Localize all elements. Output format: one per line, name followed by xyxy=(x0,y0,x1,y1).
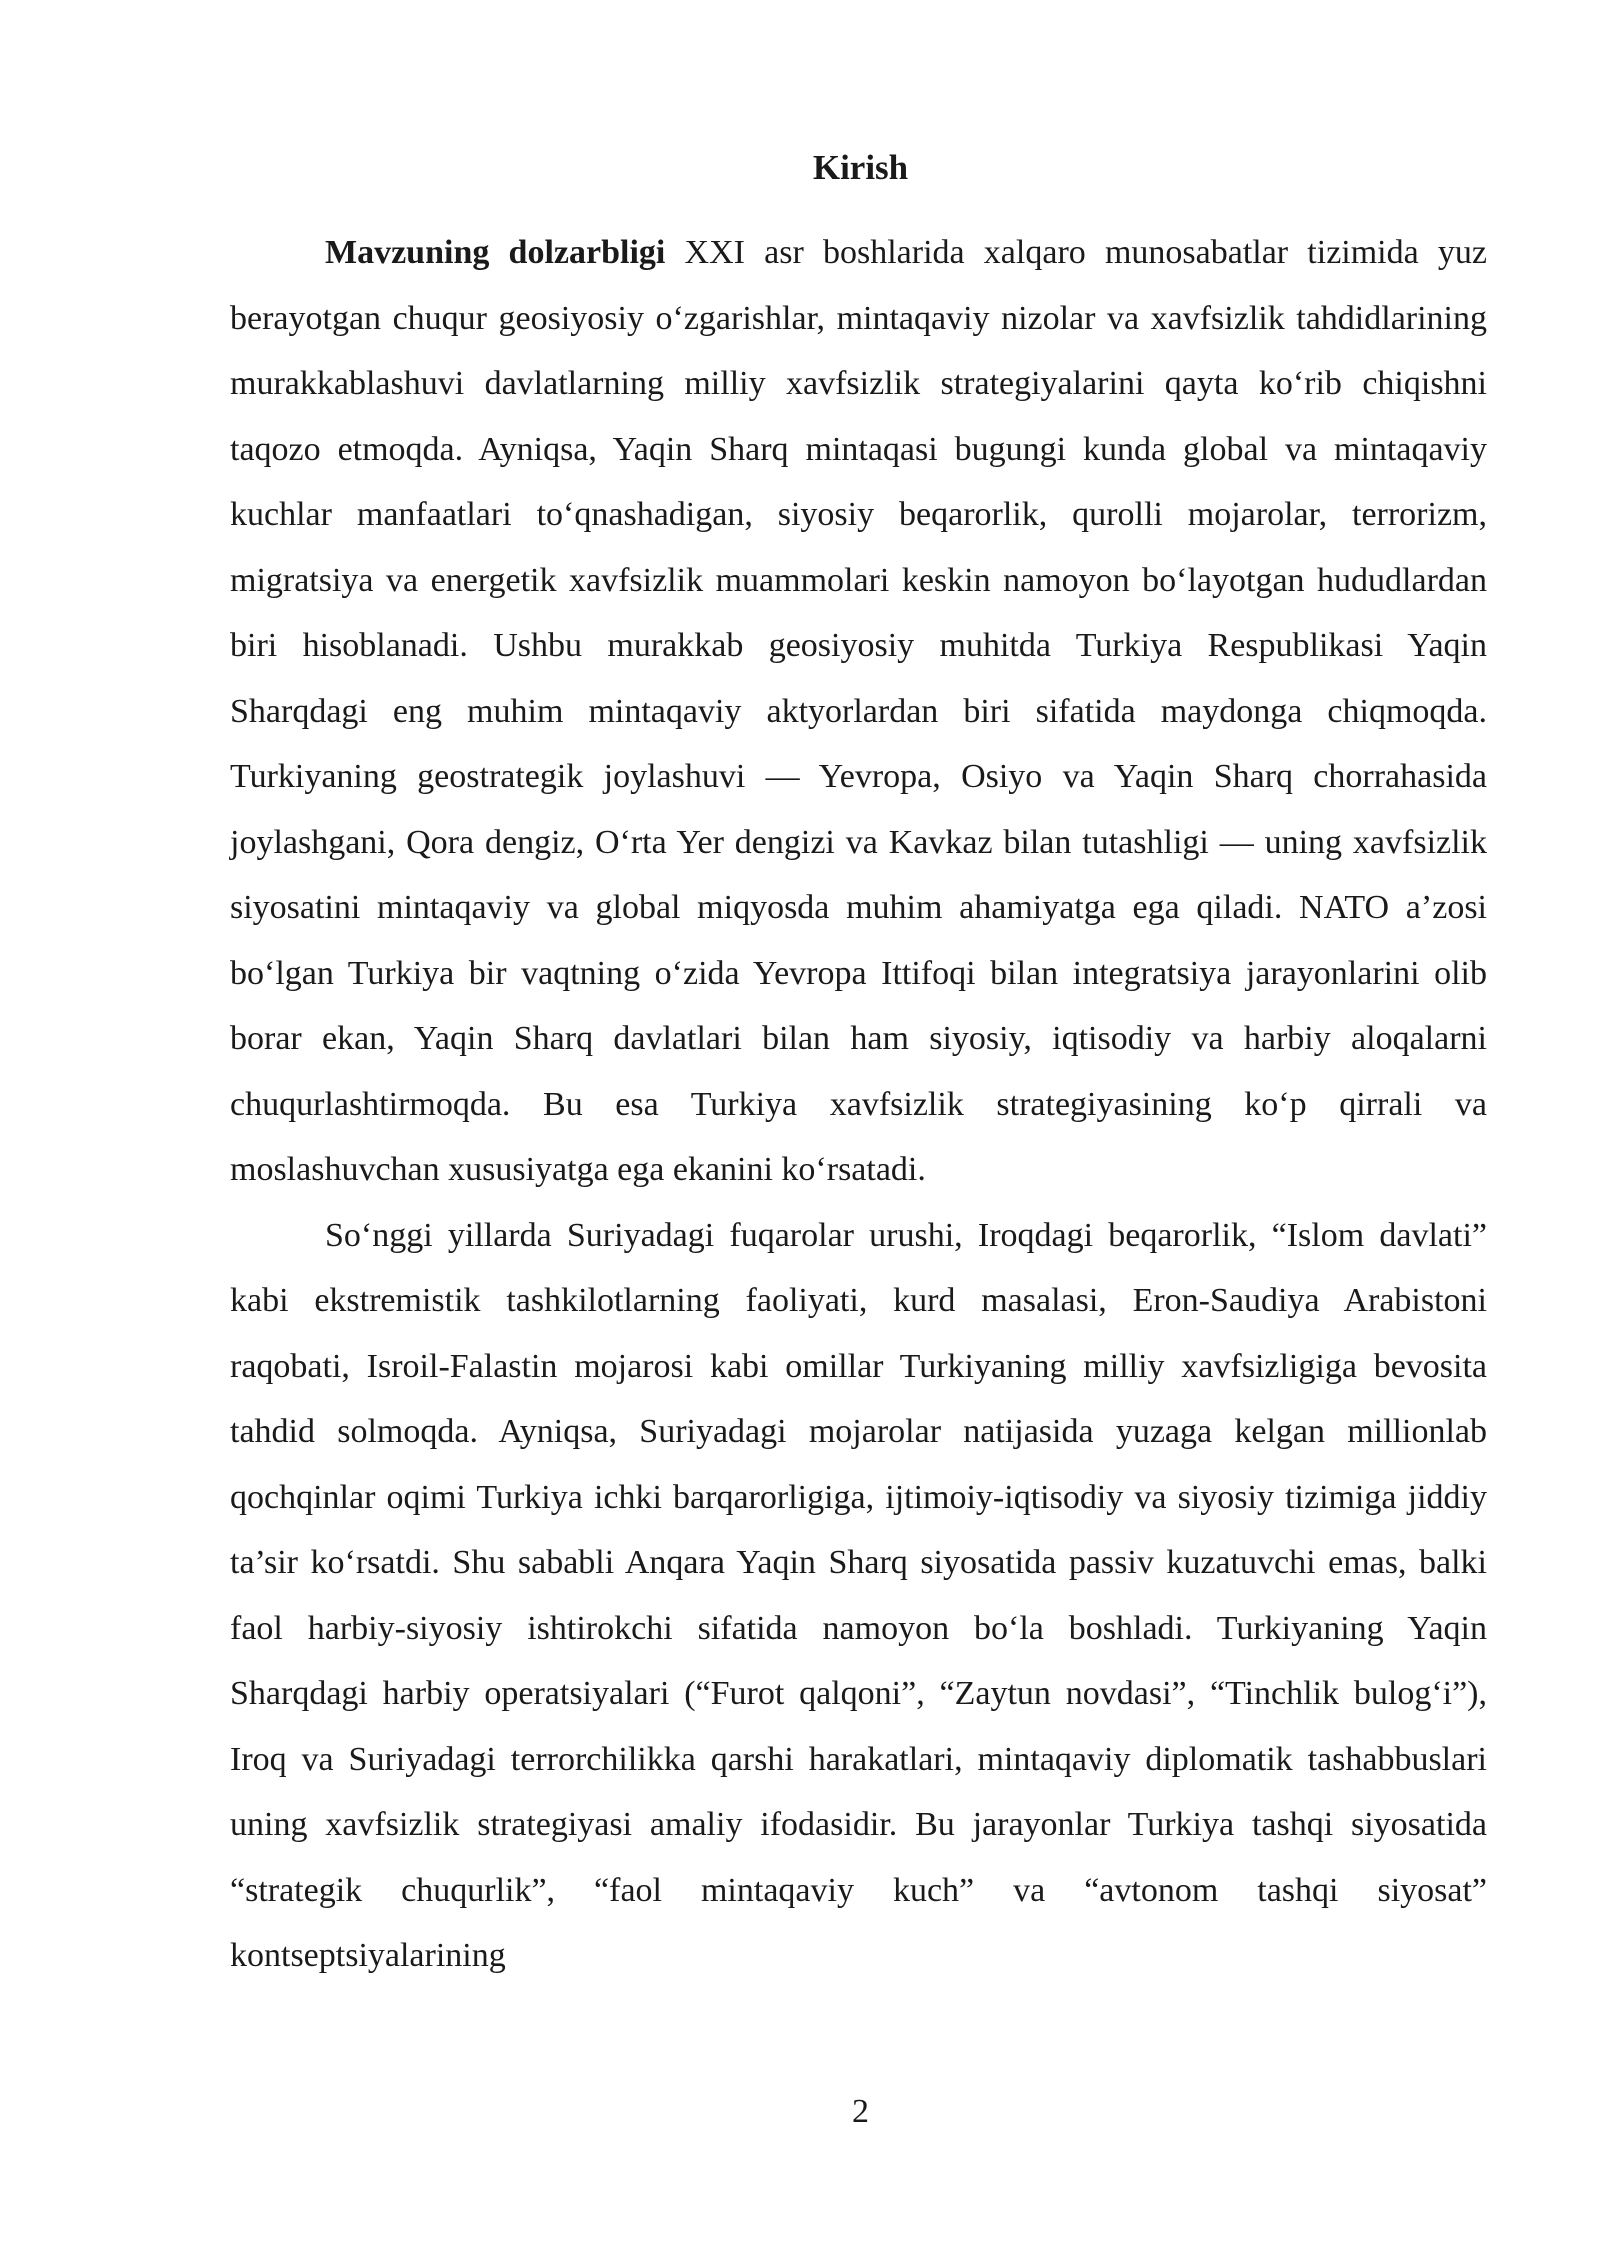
paragraph-text: So‘nggi yillarda Suriyadagi fuqarolar urushi, Iroqdagi beqarorlik, “Islom davlati” kabi ekstremistik tashkilotlarning faoliyati, kurd masalasi, Eron-Saudiya Arabistoni raqobati, Isroil-Falastin mojarosi kabi omillar Turkiyaning milliy xavfsizligiga bevosita tahdid solmoqda. Ayniqsa, Suriyadagi mojarolar natijasida yuzaga kelgan millionlab qochqinlar oqimi Turkiya ichki barqarorligiga, ijtimoiy-iqtisodiy va siyosiy tizimiga jiddiy ta’sir ko‘rsatdi. Shu sababli Anqara Yaqin Sharq siyosatida passiv kuzatuvchi emas, balki faol harbiy-siyosiy ishtirokchi sifatida namoyon bo‘la boshladi. Turkiyaning Yaqin Sharqdagi harbiy operatsiyalari (“Furot qalqoni”, “Zaytun novdasi”, “Tinchlik bulog‘i”), Iroq va Suriyadagi terrorchilikka qarshi harakatlari, mintaqaviy diplomatik tashabbuslari uning xavfsizlik strategiyasi amaliy ifodasidir. Bu jarayonlar Turkiya tashqi siyosatida “strategik chuqurlik”, “faol mintaqaviy kuch” va “avtonom tashqi siyosat” kontseptsiyalarining xyxy=(230,1216,1487,1974)
paragraph-lead: Mavzuning dolzarbligi xyxy=(325,234,666,271)
body-text xyxy=(230,220,1487,1989)
section-title: Kirish xyxy=(812,148,909,187)
paragraph-recent-years xyxy=(230,1203,1487,1989)
paragraph-text: XXI asr boshlarida xalqaro munosabatlar tizimida yuz berayotgan chuqur geosiyosiy o‘zgarishlar, mintaqaviy nizolar va xavfsizlik tahdidlarining murakkablashuvi davlatlarning milliy xavfsizlik strategiyalarini qayta ko‘rib chiqishni taqozo etmoqda. Ayniqsa, Yaqin Sharq mintaqasi bugungi kunda global va mintaqaviy kuchlar manfaatlari to‘qnashadigan, siyosiy beqarorlik, qurolli mojarolar, terrorizm, migratsiya va energetik xavfsizlik muammolari keskin namoyon bo‘layotgan hududlardan biri hisoblanadi. Ushbu murakkab geosiyosiy muhitda Turkiya Respublikasi Yaqin Sharqdagi eng muhim mintaqaviy aktyorlardan biri sifatida maydonga chiqmoqda. Turkiyaning geostrategik joylashuvi — Yevropa, Osiyo va Yaqin Sharq chorrahasida joylashgani, Qora dengiz, O‘rta Yer dengizi va Kavkaz bilan tutashligi — uning xavfsizlik siyosatini mintaqaviy va global miqyosda muhim ahamiyatga ega qiladi. NATO a’zosi bo‘lgan Turkiya bir vaqtning o‘zida Yevropa Ittifoqi bilan integratsiya jarayonlarini olib borar ekan, Yaqin Sharq davlatlari bilan ham siyosiy, iqtisodiy va harbiy aloqalarni chuqurlashtirmoqda. Bu esa Turkiya xavfsizlik strategiyasining ko‘p qirrali va moslashuvchan xususiyatga ega ekanini ko‘rsatadi. xyxy=(230,234,1488,1188)
page-number: 2 xyxy=(852,2093,869,2130)
paragraph-relevance xyxy=(230,220,1487,1203)
